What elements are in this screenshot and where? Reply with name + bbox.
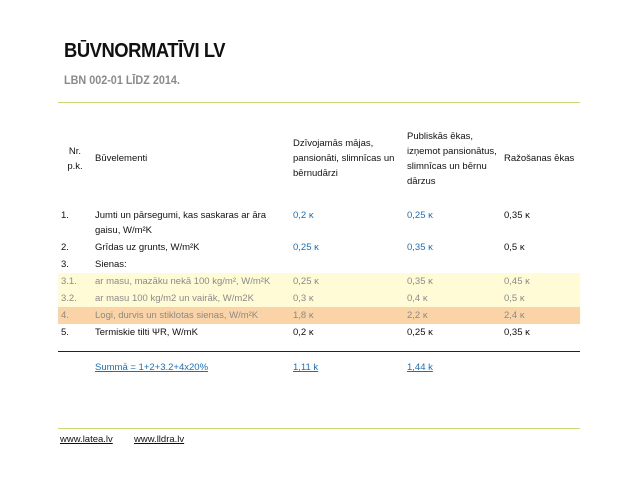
sum-public[interactable] — [404, 352, 501, 377]
sum-residential-link[interactable]: 1,11 k — [293, 362, 319, 373]
row-public — [404, 256, 501, 273]
row-element: ar masu, mazāku nekā 100 kg/m², W/m²K — [92, 273, 290, 290]
footer-divider — [58, 428, 580, 429]
row-residential: 1,8 κ — [290, 307, 404, 324]
row-industrial: 2,4 κ — [501, 307, 580, 324]
row-element: ar masu 100 kg/m2 un vairāk, W/m2K — [92, 290, 290, 307]
table-row — [58, 307, 580, 324]
header-public: Publiskās ēkas, izņemot pansionātus, slimnīcas un bērnu dārzus — [407, 130, 497, 187]
sum-residential[interactable] — [290, 352, 404, 377]
sum-row — [58, 352, 580, 377]
row-industrial: 0,35 κ — [504, 210, 530, 221]
row-residential: 0,2 κ — [293, 210, 314, 221]
sum-label-link[interactable]: Summā = 1+2+3.2+4x20% — [95, 362, 209, 373]
row-nr: 2. — [61, 242, 69, 253]
row-nr: 3. — [61, 259, 69, 270]
row-nr: 5. — [61, 327, 69, 338]
row-public: 0,25 κ — [407, 327, 433, 338]
table-row — [58, 239, 580, 256]
table-row — [58, 324, 580, 341]
row-residential: 0,3 κ — [290, 290, 404, 307]
sum-label[interactable] — [92, 352, 290, 377]
table-row — [58, 290, 580, 307]
row-industrial: 0,5 κ — [501, 290, 580, 307]
footer-link-latea[interactable]: www.latea.lv — [60, 434, 113, 445]
row-public: 0,4 κ — [404, 290, 501, 307]
row-industrial — [501, 256, 580, 273]
row-element: Grīdas uz grunts, W/m²K — [95, 242, 200, 253]
u-values-table — [58, 110, 580, 376]
row-element: Sienas: — [95, 259, 127, 270]
row-element: Termiskie tilti ΨR, W/mK — [95, 327, 198, 338]
sum-public-link[interactable]: 1,44 k — [407, 362, 433, 373]
row-residential: 0,25 κ — [290, 273, 404, 290]
page-title: BŪVNORMATĪVI LV — [64, 40, 226, 62]
header-element: Būvelementi — [95, 153, 148, 164]
row-public: 2,2 κ — [404, 307, 501, 324]
table-row — [58, 256, 580, 273]
u-values-table-container — [58, 110, 580, 376]
row-nr: 3.1. — [58, 273, 92, 290]
row-nr: 4. — [58, 307, 92, 324]
row-element: Logi, durvis un stiklotas sienas, W/m²K — [92, 307, 290, 324]
table-header-row — [58, 110, 580, 207]
table-row — [58, 273, 580, 290]
row-public: 0,35 κ — [404, 273, 501, 290]
row-industrial: 0,45 κ — [501, 273, 580, 290]
row-nr: 1. — [61, 210, 69, 221]
row-public: 0,25 κ — [407, 210, 433, 221]
footer-link-lldra[interactable]: www.lldra.lv — [134, 434, 185, 445]
header-industrial: Ražošanas ēkas — [504, 153, 575, 164]
row-element: Jumti un pārsegumi, kas saskaras ar āra gaisu, W/m²K — [95, 210, 267, 236]
row-residential: 0,2 κ — [293, 327, 314, 338]
title-divider — [58, 102, 580, 103]
header-residential: Dzīvojamās mājas, pansionāti, slimnīcas un bērnudārzi — [293, 138, 395, 179]
row-industrial: 0,5 κ — [504, 242, 525, 253]
table-row — [58, 207, 580, 239]
row-public: 0,35 κ — [407, 242, 433, 253]
header-nr: Nr. p.k. — [67, 145, 83, 172]
page-subtitle: LBN 002-01 LĪDZ 2014. — [64, 73, 180, 87]
row-residential — [290, 256, 404, 273]
row-industrial: 0,35 κ — [504, 327, 530, 338]
row-residential: 0,25 κ — [293, 242, 319, 253]
row-nr: 3.2. — [58, 290, 92, 307]
